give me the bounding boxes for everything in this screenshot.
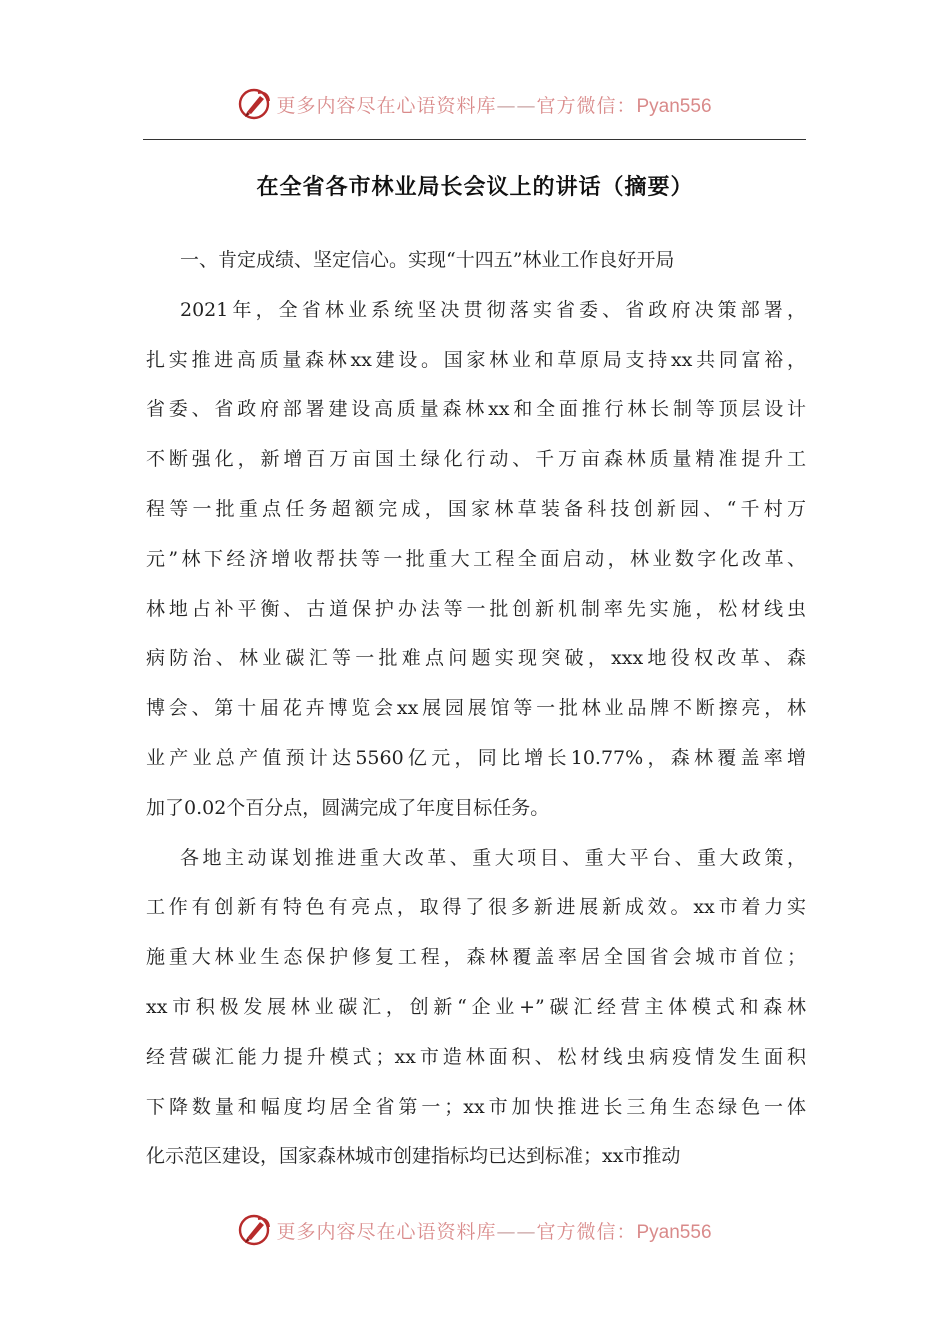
watermark-text — [276, 91, 711, 118]
watermark-account-id: Pyan556 — [636, 1221, 712, 1243]
watermark-account-label: 官方微信： — [536, 1220, 637, 1243]
watermark-site: 更多内容尽在心语资料库 — [276, 94, 497, 117]
header-watermark — [0, 84, 950, 124]
paragraph-line: 工作有创新有特色有亮点，取得了很多新进展新成效。xx市着力实 — [146, 896, 806, 919]
paragraph-line: 程等一批重点任务超额完成，国家林草装备科技创新园、“千村万 — [146, 497, 806, 520]
pen-logo-icon — [238, 1213, 272, 1247]
paragraph-line: 经营碳汇能力提升模式；xx市造林面积、松材线虫病疫情发生面积 — [146, 1045, 806, 1068]
paragraph-line: 博会、第十届花卉博览会xx展园展馆等一批林业品牌不断擦亮，林 — [146, 697, 806, 720]
paragraph-line: 病防治、林业碳汇等一批难点问题实现突破，xxx地役权改革、森 — [146, 647, 806, 670]
paragraph-line: 业产业总产值预计达5560亿元，同比增长10.77%，森林覆盖率增 — [146, 746, 806, 769]
paragraph-line: 各地主动谋划推进重大改革、重大项目、重大平台、重大政策， — [180, 846, 806, 869]
paragraph-line: 2021年，全省林业系统坚决贯彻落实省委、省政府决策部署， — [180, 298, 806, 321]
paragraph-line: 元”林下经济增收帮扶等一批重大工程全面启动，林业数字化改革、 — [146, 547, 806, 570]
paragraph-line: 化示范区建设，国家森林城市创建指标均已达到标准；xx市推动 — [146, 1145, 681, 1168]
paragraph-line: 施重大林业生态保护修复工程，森林覆盖率居全国省会城市首位； — [146, 946, 806, 969]
paragraph-line: 加了0.02个百分点，圆满完成了年度目标任务。 — [146, 796, 550, 819]
document-body — [146, 236, 806, 1182]
watermark-account-id: Pyan556 — [636, 95, 712, 117]
paragraph-line: 下降数量和幅度均居全省第一；xx市加快推进长三角生态绿色一体 — [146, 1095, 806, 1118]
paragraph-line: 不断强化，新增百万亩国土绿化行动、千万亩森林质量精准提升工 — [146, 448, 806, 471]
watermark-site: 更多内容尽在心语资料库 — [276, 1220, 497, 1243]
paragraph-line: 省委、省政府部署建设高质量森林xx和全面推行林长制等顶层设计 — [146, 398, 806, 421]
paragraph-line: xx市积极发展林业碳汇，创新“企业+”碳汇经营主体模式和森林 — [146, 995, 806, 1018]
watermark-account-label: 官方微信： — [536, 94, 637, 117]
section-heading: 一、肯定成绩、坚定信心。实现“十四五”林业工作良好开局 — [180, 249, 675, 271]
paragraph-line: 扎实推进高质量森林xx建设。国家林业和草原局支持xx共同富裕， — [146, 348, 806, 371]
header-divider — [143, 139, 806, 140]
pen-logo-icon — [238, 87, 272, 121]
footer-watermark — [0, 1210, 950, 1250]
document-title: 在全省各市林业局长会议上的讲话（摘要） — [256, 175, 694, 200]
watermark-separator: —— — [496, 1220, 537, 1243]
paragraph-line: 林地占补平衡、古道保护办法等一批创新机制率先实施，松材线虫 — [146, 597, 806, 620]
watermark-text — [276, 1217, 711, 1244]
watermark-separator: —— — [496, 94, 537, 117]
